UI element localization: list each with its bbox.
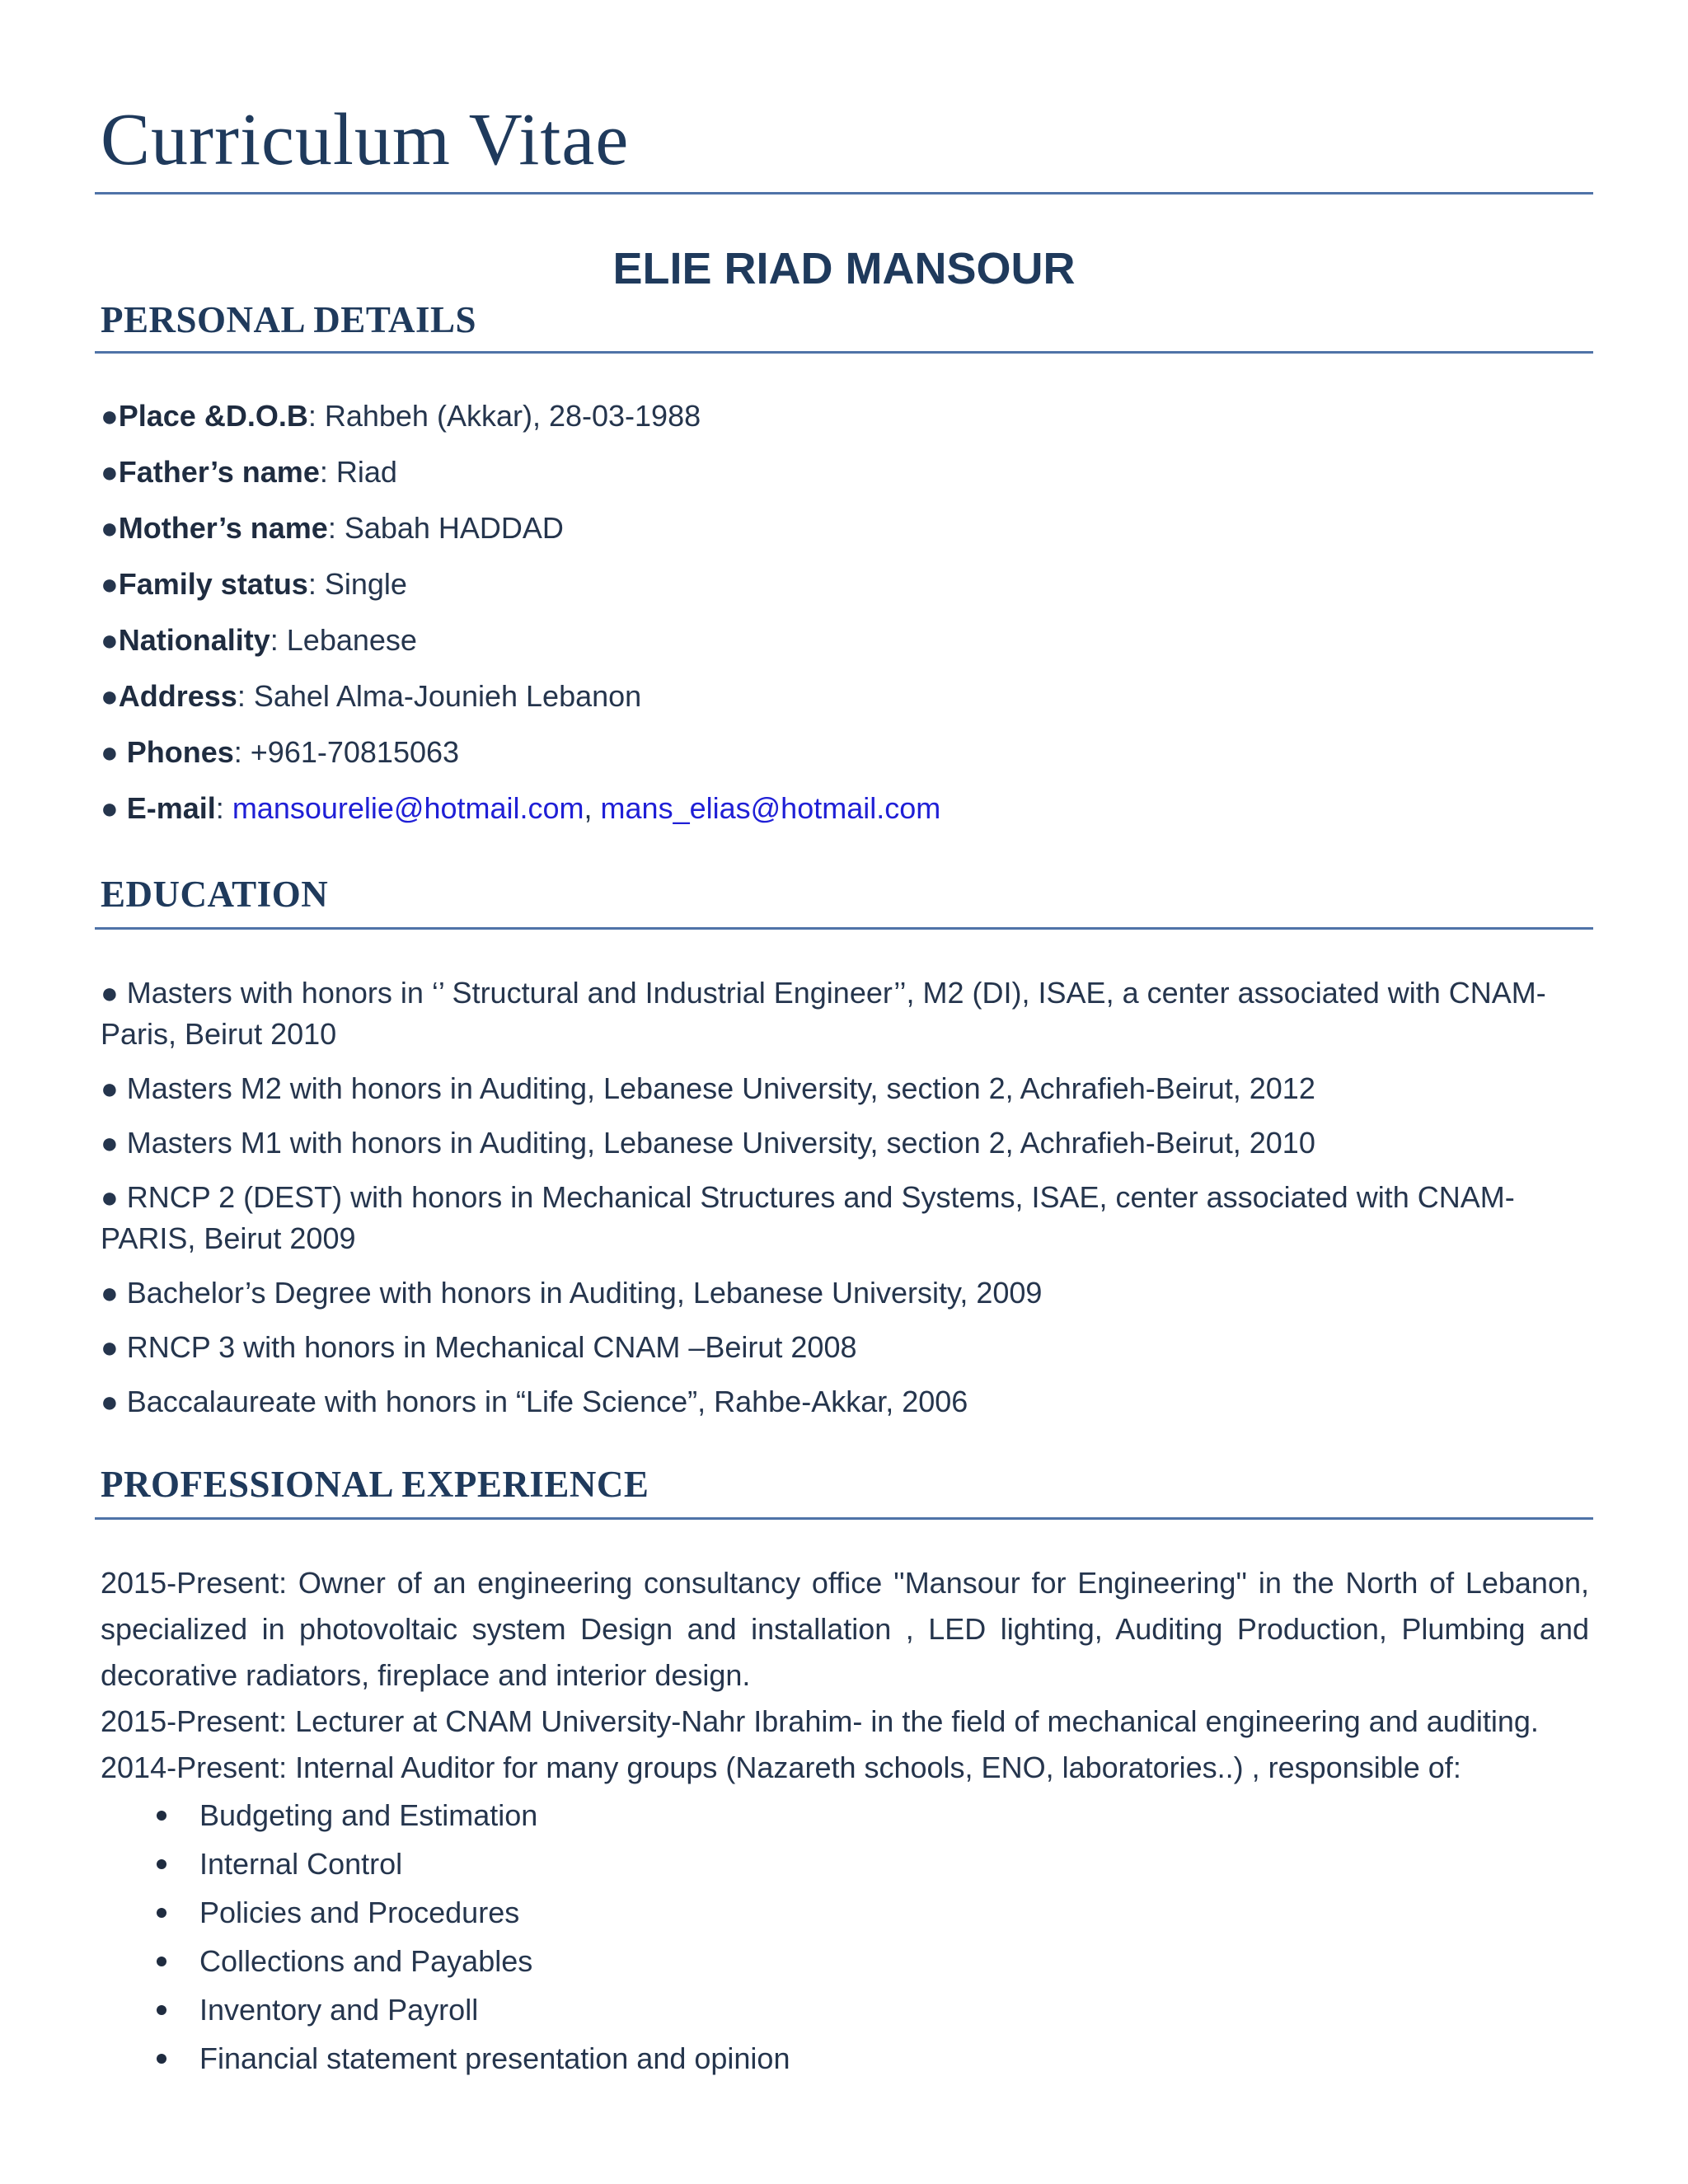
bullet-dot-icon — [157, 1811, 166, 1821]
detail-value: : Lebanese — [270, 623, 417, 657]
education-item: ● RNCP 2 (DEST) with honors in Mechanical Structures and Systems, ISAE, center associated with CNAM-PARIS, Beirut 2009 — [101, 1180, 1515, 1255]
document-title: Curriculum Vitae — [101, 99, 630, 180]
detail-value: : Sabah HADDAD — [327, 511, 564, 545]
bullet-dot-icon — [157, 2005, 166, 2015]
experience-entry: 2014-Present: Internal Auditor for many groups (Nazareth schools, ENO, laboratories..) , responsible of: — [101, 1750, 1461, 1784]
section-heading-personal-details: PERSONAL DETAILS — [101, 299, 477, 340]
section-heading-education: EDUCATION — [101, 874, 329, 915]
education-item: ● RNCP 3 with honors in Mechanical CNAM –Beirut 2008 — [101, 1330, 857, 1364]
bullet: ● — [101, 791, 127, 825]
title-rule — [95, 192, 1593, 194]
detail-label: Phones — [126, 735, 234, 769]
detail-value: : +961-70815063 — [233, 735, 460, 769]
detail-item-email — [101, 788, 940, 844]
detail-label: Family status — [118, 567, 308, 601]
education-list — [101, 972, 1592, 1436]
responsibility-item — [101, 1888, 1589, 1937]
email-link-primary[interactable]: mansourelie@hotmail.com — [232, 791, 584, 825]
detail-label: Nationality — [118, 623, 270, 657]
detail-label: E-mail — [126, 791, 216, 825]
education-rule — [95, 927, 1593, 930]
detail-value: : Riad — [319, 455, 397, 489]
detail-item-mother-name — [101, 508, 940, 564]
email-comma: , — [584, 791, 601, 825]
detail-value: : Single — [307, 567, 407, 601]
bullet: ● — [101, 455, 119, 489]
bullet: ● — [101, 623, 119, 657]
responsibility-item — [101, 1937, 1589, 1985]
detail-item-address — [101, 676, 940, 732]
detail-item-phones — [101, 732, 940, 788]
email-link-secondary[interactable]: mans_elias@hotmail.com — [600, 791, 941, 825]
experience-entry: 2015-Present: Owner of an engineering consultancy office ''Mansour for Engineering'' in the North of Lebanon, specialized in photovoltaic system Design and installation , LED lighting, Auditing Production, Plumbing and decorative radiators, fireplace and interior design. — [101, 1566, 1589, 1692]
responsibility-text: Financial statement presentation and opinion — [199, 2041, 790, 2075]
bullet-dot-icon — [157, 1908, 166, 1918]
bullet: ● — [101, 399, 119, 433]
personal-details-rule — [95, 351, 1593, 354]
responsibility-item — [101, 1840, 1589, 1888]
bullet-dot-icon — [157, 2054, 166, 2064]
email-separator: : — [215, 791, 232, 825]
detail-value: : Rahbeh (Akkar), 28-03-1988 — [307, 399, 701, 433]
education-item: ● Bachelor’s Degree with honors in Auditing, Lebanese University, 2009 — [101, 1276, 1043, 1310]
bullet: ● — [101, 567, 119, 601]
personal-details-list — [101, 396, 940, 844]
education-item: ● Baccalaureate with honors in “Life Science”, Rahbe-Akkar, 2006 — [101, 1385, 968, 1418]
experience-rule — [95, 1517, 1593, 1520]
person-name: ELIE RIAD MANSOUR — [612, 244, 1076, 293]
responsibility-text: Policies and Procedures — [199, 1896, 520, 1929]
detail-label: Father’s name — [118, 455, 320, 489]
responsibility-item — [101, 1791, 1589, 1840]
experience-entry: 2015-Present: Lecturer at CNAM University-Nahr Ibrahim- in the field of mechanical engineering and auditing. — [101, 1704, 1539, 1738]
section-heading-professional-experience: PROFESSIONAL EXPERIENCE — [101, 1464, 649, 1505]
bullet: ● — [101, 679, 119, 713]
responsibility-text: Collections and Payables — [199, 1944, 533, 1978]
detail-item-father-name — [101, 452, 940, 508]
responsibility-text: Inventory and Payroll — [199, 1993, 479, 2027]
education-item: ● Masters M1 with honors in Auditing, Lebanese University, section 2, Achrafieh-Beirut, 2010 — [101, 1126, 1315, 1160]
responsibility-item — [101, 1985, 1589, 2034]
education-item: ● Masters with honors in ‘’ Structural and Industrial Engineer’’, M2 (DI), ISAE, a center associated with CNAM-Paris, Beirut 2010 — [101, 976, 1546, 1051]
education-item: ● Masters M2 with honors in Auditing, Lebanese University, section 2, Achrafieh-Beirut, 2012 — [101, 1071, 1315, 1105]
responsibility-text: Internal Control — [199, 1847, 403, 1881]
responsibility-text: Budgeting and Estimation — [199, 1798, 538, 1832]
experience-block — [101, 1560, 1589, 2083]
detail-label: Address — [118, 679, 237, 713]
responsibilities-list — [101, 1791, 1589, 2083]
detail-value: : Sahel Alma-Jounieh Lebanon — [237, 679, 642, 713]
detail-item-nationality — [101, 620, 940, 676]
detail-label: Place &D.O.B — [118, 399, 308, 433]
bullet: ● — [101, 511, 119, 545]
responsibility-item — [101, 2034, 1589, 2083]
bullet: ● — [101, 735, 127, 769]
detail-label: Mother’s name — [118, 511, 328, 545]
bullet-dot-icon — [157, 1957, 166, 1966]
detail-item-family-status — [101, 564, 940, 620]
bullet-dot-icon — [157, 1859, 166, 1869]
detail-item-place-dob — [101, 396, 940, 452]
